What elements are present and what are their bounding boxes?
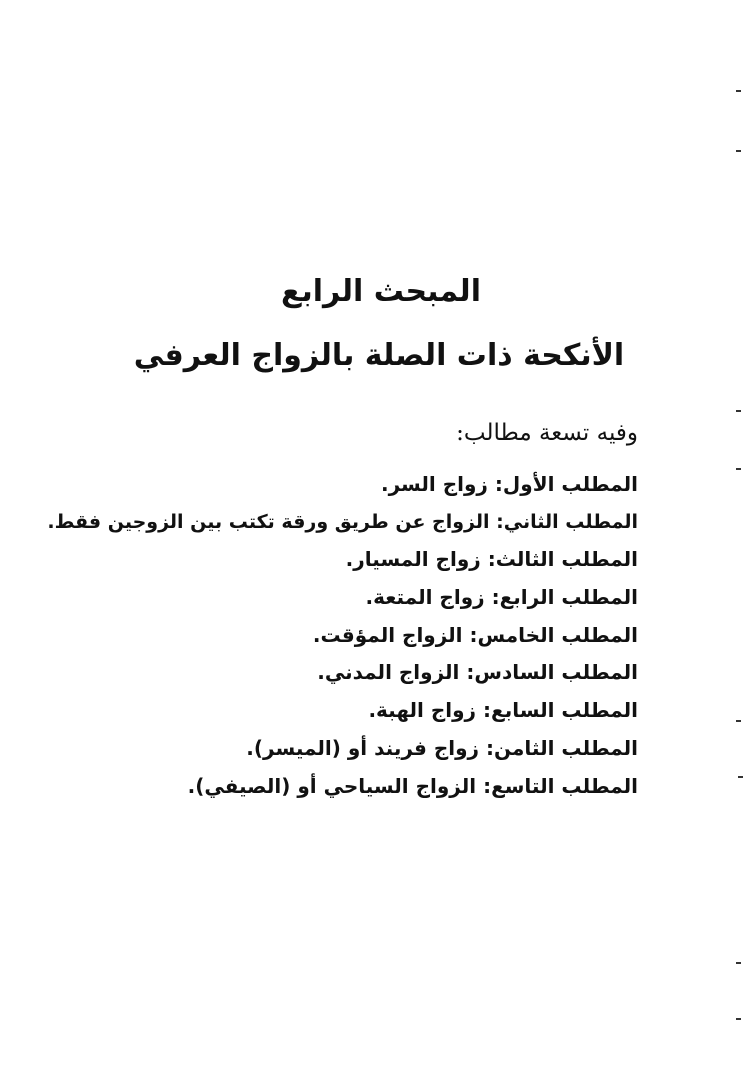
scan-mark	[736, 150, 741, 152]
scan-mark	[738, 776, 743, 778]
list-item: المطلب الخامس: الزواج المؤقت.	[312, 622, 638, 647]
list-item: المطلب الثاني: الزواج عن طريق ورقة تكتب بين الزوجين فقط.	[47, 510, 638, 533]
list-item: المطلب الأول: زواج السر.	[381, 472, 638, 496]
scan-mark	[736, 410, 741, 412]
section-title: المبحث الرابع	[281, 274, 481, 309]
list-item: المطلب الثالث: زواج المسيار.	[345, 547, 638, 572]
list-item: المطلب السابع: زواج الهبة.	[368, 698, 638, 723]
scan-mark	[736, 468, 741, 470]
list-item: المطلب التاسع: الزواج السياحي أو (الصيفي).	[187, 773, 638, 798]
scan-mark	[736, 1018, 741, 1020]
scan-mark	[736, 90, 741, 92]
list-item: المطلب السادس: الزواج المدني.	[317, 660, 638, 685]
chapter-title: الأنكحة ذات الصلة بالزواج العرفي	[133, 338, 625, 373]
scan-mark	[736, 962, 741, 964]
topics-list	[18, 466, 638, 805]
scan-mark	[736, 720, 741, 722]
list-item: المطلب الرابع: زواج المتعة.	[365, 585, 638, 610]
intro-text: وفيه تسعة مطالب:	[456, 420, 638, 446]
list-item: المطلب الثامن: زواج فريند أو (الميسر).	[246, 735, 638, 760]
